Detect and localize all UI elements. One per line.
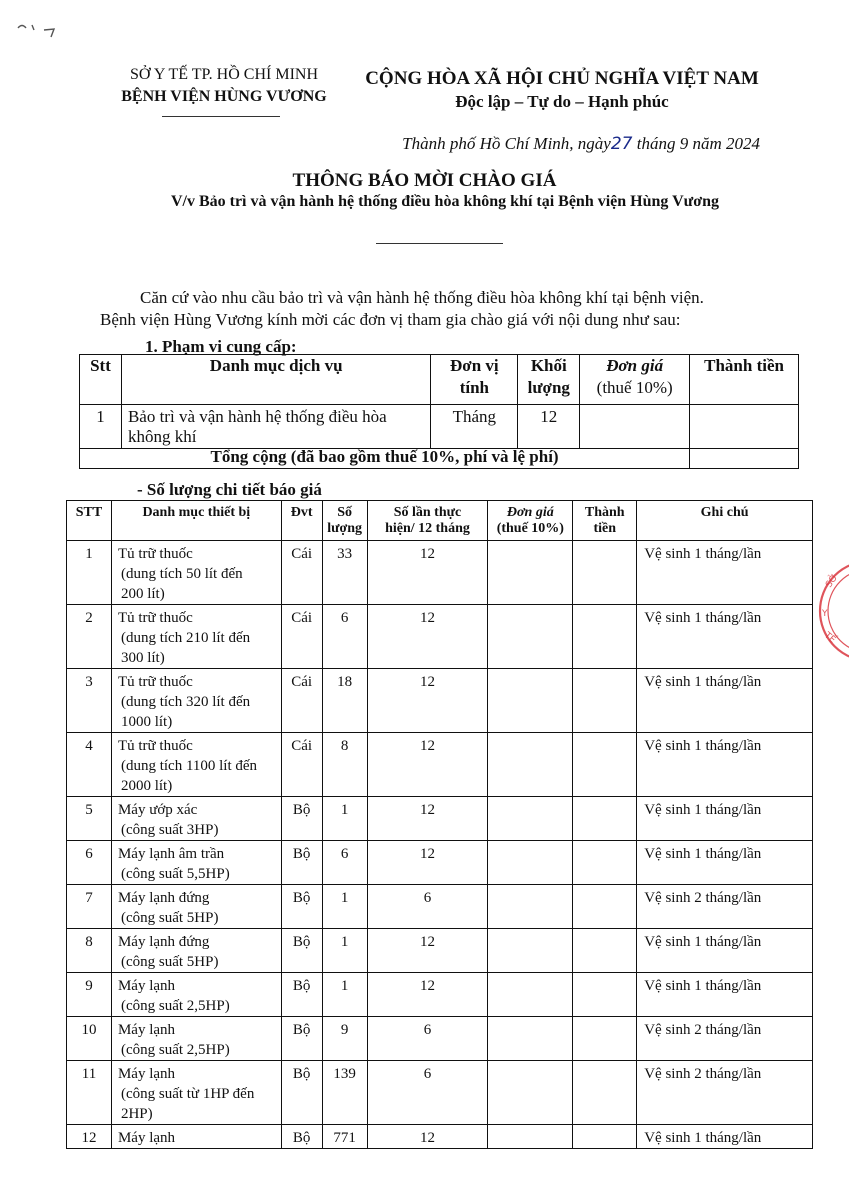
row-note: Vệ sinh 1 tháng/lần bbox=[637, 733, 813, 797]
row-total bbox=[573, 797, 637, 841]
header-unit-line2: tính bbox=[459, 378, 489, 397]
header-times-line2: hiện/ 12 tháng bbox=[385, 521, 470, 536]
row-stt: 7 bbox=[67, 885, 112, 929]
row-note: Vệ sinh 1 tháng/lần bbox=[637, 541, 813, 605]
table-row bbox=[67, 669, 813, 733]
equipment-line1: Tủ trữ thuốc bbox=[117, 738, 193, 754]
row-price bbox=[488, 797, 573, 841]
table-row bbox=[67, 541, 813, 605]
row-equipment bbox=[111, 973, 281, 1017]
scan-mark-icon bbox=[0, 16, 80, 40]
org-ministry: SỞ Y TẾ TP. HỒ CHÍ MINH bbox=[129, 66, 318, 83]
equipment-line1: Máy lạnh bbox=[117, 1130, 176, 1146]
header-quantity-line2: lượng bbox=[327, 521, 363, 536]
scope-total bbox=[690, 405, 799, 449]
date-day-handwritten: 27 bbox=[610, 134, 633, 154]
table-row bbox=[67, 733, 813, 797]
header-quantity bbox=[322, 501, 367, 541]
row-note: Vệ sinh 1 tháng/lần bbox=[637, 841, 813, 885]
header-price-line2: (thuế 10%) bbox=[596, 378, 673, 397]
row-unit: Cái bbox=[281, 669, 322, 733]
row-times: 12 bbox=[367, 733, 488, 797]
row-total bbox=[573, 885, 637, 929]
document-subtitle: V/v Bảo trì và vận hành hệ thống điều hòa không khí tại Bệnh viện Hùng Vương bbox=[170, 193, 720, 210]
equipment-line2: (công suất 2,5HP) bbox=[120, 998, 230, 1014]
row-unit: Bộ bbox=[281, 973, 322, 1017]
scope-sum-value bbox=[690, 449, 799, 469]
red-seal-stamp-icon bbox=[808, 556, 849, 666]
document-title: THÔNG BÁO MỜI CHÀO GIÁ bbox=[292, 170, 557, 191]
row-times: 12 bbox=[367, 929, 488, 973]
header-stt: STT bbox=[67, 501, 112, 541]
header-price-line2: (thuế 10%) bbox=[496, 521, 564, 536]
scope-qty: 12 bbox=[518, 405, 580, 449]
equipment-line1: Máy lạnh bbox=[117, 978, 176, 994]
header-times bbox=[367, 501, 488, 541]
row-times: 12 bbox=[367, 1125, 488, 1149]
row-equipment bbox=[111, 605, 281, 669]
row-equipment bbox=[111, 885, 281, 929]
header-total: Thành tiền bbox=[690, 355, 799, 405]
detail-body bbox=[67, 541, 813, 1149]
header-unit: Đvt bbox=[281, 501, 322, 541]
row-equipment bbox=[111, 541, 281, 605]
table-row bbox=[67, 841, 813, 885]
table-row bbox=[67, 605, 813, 669]
header-unit-line1: Đơn vị bbox=[450, 356, 499, 375]
detail-table bbox=[66, 500, 813, 1149]
row-unit: Bộ bbox=[281, 1125, 322, 1149]
scope-service: Bảo trì và vận hành hệ thống điều hòa không khí bbox=[121, 405, 430, 449]
scope-sum-label: Tổng cộng (đã bao gồm thuế 10%, phí và lệ phí) bbox=[80, 449, 690, 469]
row-equipment bbox=[111, 1061, 281, 1125]
row-total bbox=[573, 1061, 637, 1125]
row-qty: 1 bbox=[322, 929, 367, 973]
row-note: Vệ sinh 1 tháng/lần bbox=[637, 929, 813, 973]
header-service: Danh mục dịch vụ bbox=[121, 355, 430, 405]
equipment-line1: Máy lạnh đứng bbox=[117, 934, 210, 950]
equipment-line2: (dung tích 50 lít đến bbox=[120, 566, 243, 582]
header-equipment: Danh mục thiết bị bbox=[111, 501, 281, 541]
table-row bbox=[67, 1017, 813, 1061]
row-unit: Bộ bbox=[281, 1017, 322, 1061]
row-stt: 1 bbox=[67, 541, 112, 605]
row-total bbox=[573, 541, 637, 605]
row-equipment bbox=[111, 669, 281, 733]
nation-motto: Độc lập – Tự do – Hạnh phúc bbox=[455, 92, 669, 111]
row-qty: 18 bbox=[322, 669, 367, 733]
row-unit: Cái bbox=[281, 541, 322, 605]
row-stt: 6 bbox=[67, 841, 112, 885]
equipment-line2: (công suất 5HP) bbox=[120, 954, 219, 970]
header-note: Ghi chú bbox=[637, 501, 813, 541]
table-row bbox=[67, 885, 813, 929]
nation-title: CỘNG HÒA XÃ HỘI CHỦ NGHĨA VIỆT NAM bbox=[365, 68, 759, 89]
row-qty: 139 bbox=[322, 1061, 367, 1125]
row-price bbox=[488, 973, 573, 1017]
scope-row bbox=[80, 405, 799, 449]
row-price bbox=[488, 885, 573, 929]
intro-line-1: Căn cứ vào nhu cầu bảo trì và vận hành hệ thống điều hòa không khí tại bệnh viện. bbox=[140, 288, 704, 307]
equipment-line2: (công suất từ 1HP đến bbox=[120, 1086, 255, 1102]
table-row bbox=[67, 797, 813, 841]
row-note: Vệ sinh 2 tháng/lần bbox=[637, 885, 813, 929]
row-note: Vệ sinh 1 tháng/lần bbox=[637, 973, 813, 1017]
row-total bbox=[573, 669, 637, 733]
row-stt: 9 bbox=[67, 973, 112, 1017]
row-stt: 5 bbox=[67, 797, 112, 841]
header-divider bbox=[162, 116, 280, 117]
equipment-line2: (công suất 5,5HP) bbox=[120, 866, 230, 882]
equipment-line2: (công suất 3HP) bbox=[120, 822, 219, 838]
row-equipment bbox=[111, 1017, 281, 1061]
scope-unit: Tháng bbox=[431, 405, 518, 449]
row-times: 6 bbox=[367, 885, 488, 929]
equipment-line3: 2HP) bbox=[120, 1106, 153, 1122]
row-stt: 2 bbox=[67, 605, 112, 669]
header-times-line1: Số lần thực bbox=[393, 505, 462, 520]
row-equipment bbox=[111, 1125, 281, 1149]
row-note: Vệ sinh 1 tháng/lần bbox=[637, 797, 813, 841]
row-note: Vệ sinh 1 tháng/lần bbox=[637, 605, 813, 669]
row-times: 12 bbox=[367, 541, 488, 605]
row-qty: 6 bbox=[322, 605, 367, 669]
table-row bbox=[67, 1125, 813, 1149]
svg-text:SỞ: SỞ bbox=[824, 572, 841, 590]
svg-text:TẾ: TẾ bbox=[822, 630, 838, 646]
row-stt: 8 bbox=[67, 929, 112, 973]
equipment-line3: 1000 lít) bbox=[120, 714, 173, 730]
row-unit: Bộ bbox=[281, 797, 322, 841]
header-quantity-line2: lượng bbox=[527, 378, 570, 397]
row-total bbox=[573, 1125, 637, 1149]
row-total bbox=[573, 605, 637, 669]
scope-header-row bbox=[80, 355, 799, 405]
row-qty: 1 bbox=[322, 973, 367, 1017]
row-note: Vệ sinh 2 tháng/lần bbox=[637, 1017, 813, 1061]
row-qty: 9 bbox=[322, 1017, 367, 1061]
row-price bbox=[488, 929, 573, 973]
equipment-line2: (công suất 5HP) bbox=[120, 910, 219, 926]
equipment-line1: Máy lạnh đứng bbox=[117, 890, 210, 906]
equipment-line3: 2000 lít) bbox=[120, 778, 173, 794]
equipment-line2: (dung tích 210 lít đến bbox=[120, 630, 251, 646]
equipment-line3: 300 lít) bbox=[120, 650, 165, 666]
header-stt: Stt bbox=[80, 355, 122, 405]
row-price bbox=[488, 605, 573, 669]
row-price bbox=[488, 841, 573, 885]
row-note: Vệ sinh 1 tháng/lần bbox=[637, 669, 813, 733]
row-total bbox=[573, 841, 637, 885]
row-qty: 1 bbox=[322, 885, 367, 929]
row-price bbox=[488, 1061, 573, 1125]
equipment-line1: Máy lạnh bbox=[117, 1022, 176, 1038]
row-stt: 11 bbox=[67, 1061, 112, 1125]
section-2-heading: - Số lượng chi tiết báo giá bbox=[137, 480, 322, 499]
row-stt: 10 bbox=[67, 1017, 112, 1061]
equipment-line3: 200 lít) bbox=[120, 586, 165, 602]
row-times: 6 bbox=[367, 1061, 488, 1125]
table-row bbox=[67, 929, 813, 973]
equipment-line1: Máy ướp xác bbox=[117, 802, 198, 818]
header-price bbox=[488, 501, 573, 541]
row-stt: 4 bbox=[67, 733, 112, 797]
row-unit: Bộ bbox=[281, 1061, 322, 1125]
header-quantity-line1: Khối bbox=[530, 356, 567, 375]
row-times: 6 bbox=[367, 1017, 488, 1061]
row-unit: Cái bbox=[281, 733, 322, 797]
row-unit: Bộ bbox=[281, 841, 322, 885]
row-qty: 33 bbox=[322, 541, 367, 605]
header-price-line1: Đơn giá bbox=[606, 356, 664, 375]
svg-text:Y: Y bbox=[822, 609, 828, 619]
row-times: 12 bbox=[367, 841, 488, 885]
row-total bbox=[573, 733, 637, 797]
scope-table bbox=[79, 354, 799, 469]
equipment-line1: Máy lạnh bbox=[117, 1066, 176, 1082]
header-unit bbox=[431, 355, 518, 405]
row-price bbox=[488, 541, 573, 605]
equipment-line1: Tủ trữ thuốc bbox=[117, 674, 193, 690]
row-unit: Bộ bbox=[281, 929, 322, 973]
row-unit: Cái bbox=[281, 605, 322, 669]
equipment-line2: (dung tích 320 lít đến bbox=[120, 694, 251, 710]
header-total-line2: tiền bbox=[593, 521, 617, 536]
header-price bbox=[580, 355, 690, 405]
detail-header-row bbox=[67, 501, 813, 541]
row-qty: 6 bbox=[322, 841, 367, 885]
date-suffix: tháng 9 năm 2024 bbox=[636, 134, 760, 153]
equipment-line1: Máy lạnh âm trần bbox=[117, 846, 225, 862]
row-stt: 3 bbox=[67, 669, 112, 733]
header-total-line1: Thành bbox=[584, 505, 625, 520]
row-equipment bbox=[111, 733, 281, 797]
row-qty: 1 bbox=[322, 797, 367, 841]
title-divider bbox=[376, 243, 503, 244]
row-price bbox=[488, 669, 573, 733]
row-equipment bbox=[111, 797, 281, 841]
row-times: 12 bbox=[367, 797, 488, 841]
row-total bbox=[573, 929, 637, 973]
scope-stt: 1 bbox=[80, 405, 122, 449]
header-total bbox=[573, 501, 637, 541]
row-qty: 771 bbox=[322, 1125, 367, 1149]
date-line bbox=[300, 134, 760, 154]
row-equipment bbox=[111, 841, 281, 885]
table-row bbox=[67, 1061, 813, 1125]
row-qty: 8 bbox=[322, 733, 367, 797]
header-price-line1: Đơn giá bbox=[506, 505, 554, 520]
row-unit: Bộ bbox=[281, 885, 322, 929]
header-quantity-line1: Số bbox=[337, 505, 352, 520]
row-price bbox=[488, 1125, 573, 1149]
row-times: 12 bbox=[367, 669, 488, 733]
row-times: 12 bbox=[367, 605, 488, 669]
header-quantity bbox=[518, 355, 580, 405]
row-note: Vệ sinh 2 tháng/lần bbox=[637, 1061, 813, 1125]
table-row bbox=[67, 973, 813, 1017]
intro-line-2: Bệnh viện Hùng Vương kính mời các đơn vị tham gia chào giá với nội dung như sau: bbox=[100, 310, 681, 329]
row-times: 12 bbox=[367, 973, 488, 1017]
row-total bbox=[573, 973, 637, 1017]
row-price bbox=[488, 733, 573, 797]
section-1-heading: 1. Phạm vi cung cấp: bbox=[145, 337, 297, 356]
scope-sum-row bbox=[80, 449, 799, 469]
row-price bbox=[488, 1017, 573, 1061]
row-stt: 12 bbox=[67, 1125, 112, 1149]
equipment-line1: Tủ trữ thuốc bbox=[117, 610, 193, 626]
equipment-line2: (dung tích 1100 lít đến bbox=[120, 758, 258, 774]
equipment-line1: Tủ trữ thuốc bbox=[117, 546, 193, 562]
equipment-line2: (công suất 2,5HP) bbox=[120, 1042, 230, 1058]
org-hospital: BỆNH VIỆN HÙNG VƯƠNG bbox=[121, 88, 327, 105]
row-note: Vệ sinh 1 tháng/lần bbox=[637, 1125, 813, 1149]
row-equipment bbox=[111, 929, 281, 973]
row-total bbox=[573, 1017, 637, 1061]
date-prefix: Thành phố Hồ Chí Minh, ngày bbox=[402, 134, 611, 153]
scope-price bbox=[580, 405, 690, 449]
